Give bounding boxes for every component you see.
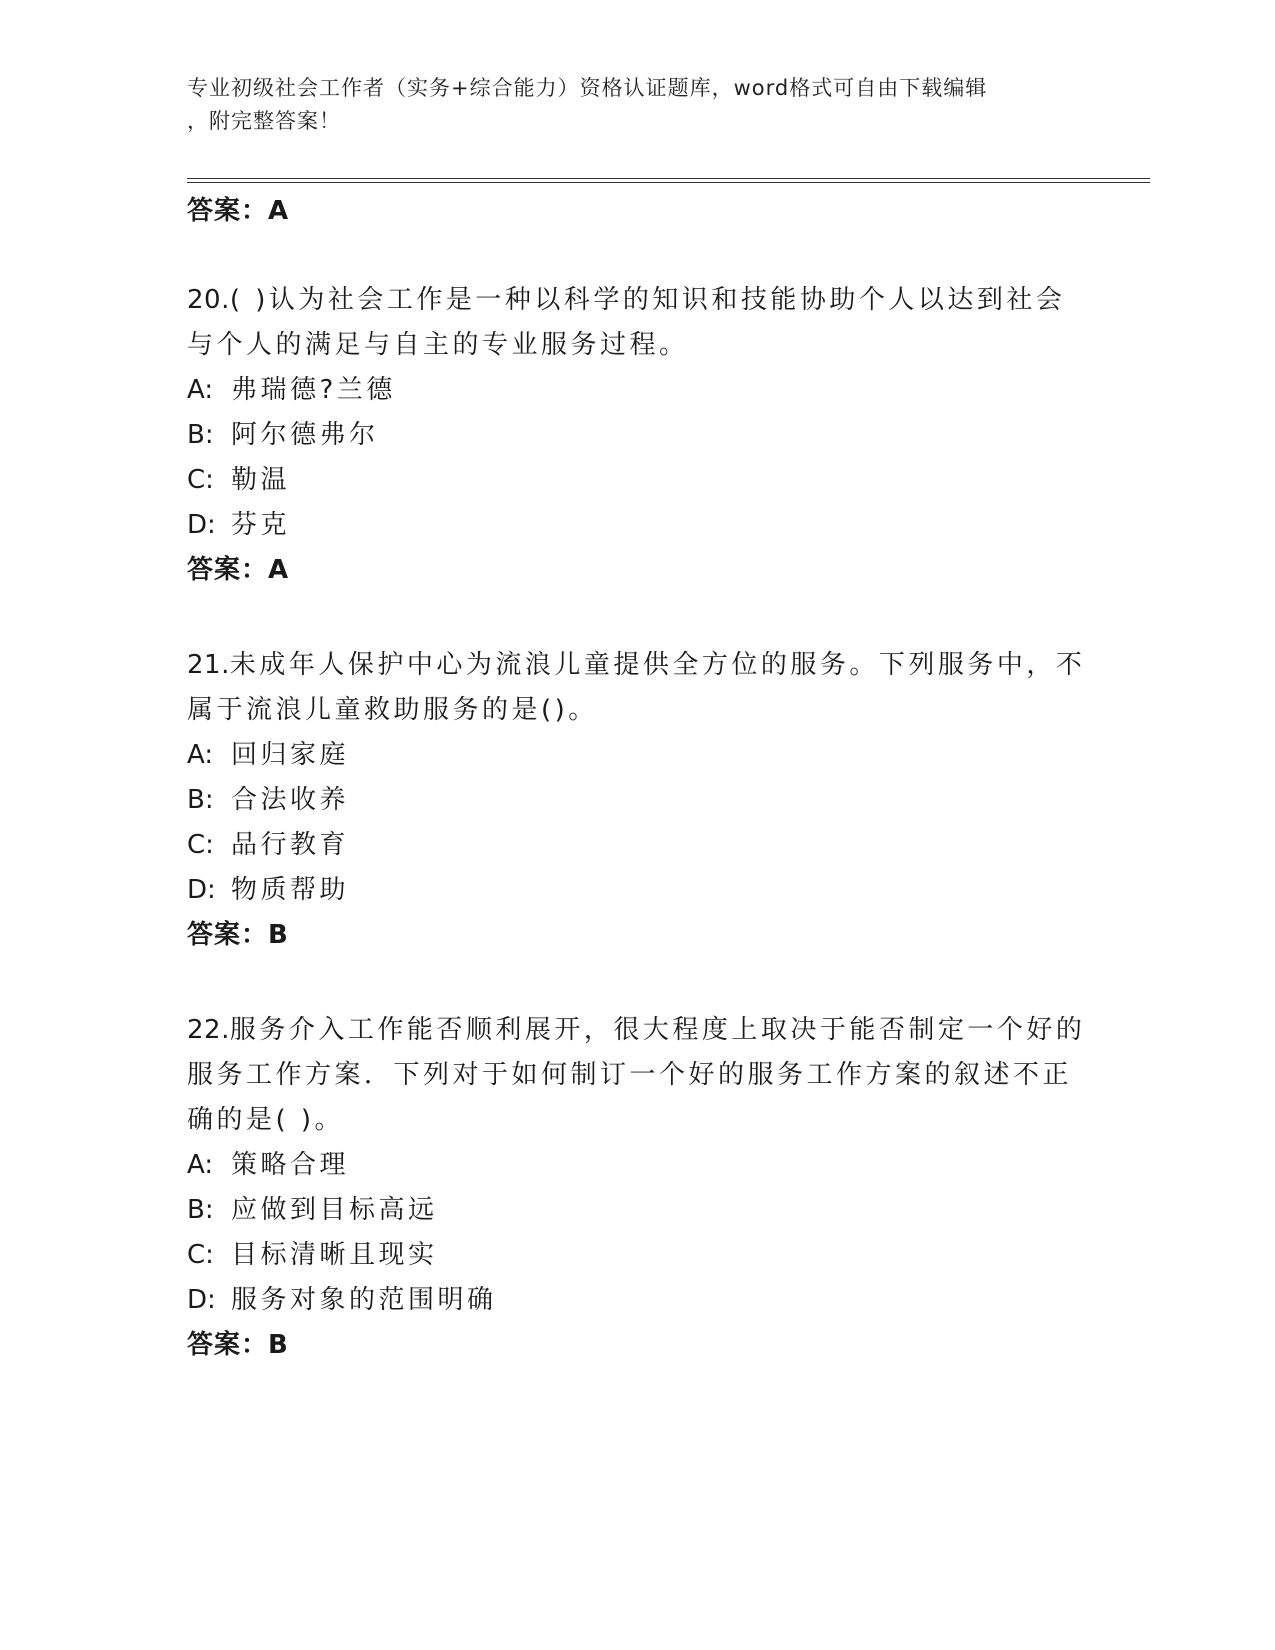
page-header	[187, 72, 1087, 138]
option-text: 目标清晰且现实	[231, 1240, 438, 1270]
option-text: 芬克	[231, 510, 291, 540]
previous-question-answer: 答案：A	[187, 196, 290, 226]
option-text: 阿尔德弗尔	[231, 420, 379, 450]
option-letter: C:	[187, 465, 214, 495]
option-letter: C:	[187, 1240, 214, 1270]
question-stem	[187, 643, 1087, 733]
option-text: 品行教育	[231, 830, 350, 860]
question-22	[187, 1008, 1087, 1368]
question-list	[187, 278, 1087, 1418]
option-b	[187, 1188, 1087, 1233]
answer-line: 答案：A	[187, 555, 290, 585]
option-b	[187, 778, 1087, 823]
option-text: 物质帮助	[231, 875, 350, 905]
option-letter: A:	[187, 375, 214, 405]
option-c	[187, 1233, 1087, 1278]
option-text: 服务对象的范围明确	[231, 1285, 497, 1315]
question-text: 未成年人保护中心为流浪儿童提供全方位的服务。下列服务中，不属于流浪儿童救助服务的是()。	[187, 650, 1086, 725]
option-letter: D:	[187, 875, 216, 905]
option-text: 应做到目标高远	[231, 1195, 438, 1225]
option-letter: D:	[187, 1285, 216, 1315]
answer-line: 答案：B	[187, 920, 289, 950]
question-text: 服务介入工作能否顺利展开，很大程度上取决于能否制定一个好的服务工作方案．下列对于如何制订一个好的服务工作方案的叙述不正确的是( )。	[187, 1015, 1086, 1135]
option-letter: C:	[187, 830, 214, 860]
question-20	[187, 278, 1087, 593]
option-d	[187, 503, 1087, 548]
option-a	[187, 1143, 1087, 1188]
option-text: 弗瑞德?兰德	[231, 375, 396, 405]
option-text: 勒温	[231, 465, 291, 495]
option-text: 策略合理	[231, 1150, 350, 1180]
header-title-line-1: 专业初级社会工作者（实务+综合能力）资格认证题库，word格式可自由下载编辑	[187, 76, 988, 100]
option-a	[187, 368, 1087, 413]
question-21	[187, 643, 1087, 958]
option-c	[187, 458, 1087, 503]
option-d	[187, 1278, 1087, 1323]
option-letter: B:	[187, 1195, 214, 1225]
option-letter: A:	[187, 1150, 214, 1180]
question-stem	[187, 1008, 1087, 1143]
option-letter: B:	[187, 420, 214, 450]
option-letter: B:	[187, 785, 214, 815]
option-letter: A:	[187, 740, 214, 770]
option-a	[187, 733, 1087, 778]
header-divider-bottom	[187, 182, 1150, 183]
question-text: ( )认为社会工作是一种以科学的知识和技能协助个人以达到社会与个人的满足与自主的专业服务过程。	[187, 285, 1066, 360]
option-c	[187, 823, 1087, 868]
option-letter: D:	[187, 510, 216, 540]
header-divider-top	[187, 178, 1150, 179]
question-number: 21.	[187, 650, 230, 680]
option-text: 回归家庭	[231, 740, 350, 770]
header-title-line-2: ，附完整答案！	[187, 109, 341, 133]
question-number: 20.	[187, 285, 230, 315]
option-text: 合法收养	[231, 785, 350, 815]
question-number: 22.	[187, 1015, 230, 1045]
option-b	[187, 413, 1087, 458]
question-stem	[187, 278, 1087, 368]
option-d	[187, 868, 1087, 913]
answer-line: 答案：B	[187, 1330, 289, 1360]
